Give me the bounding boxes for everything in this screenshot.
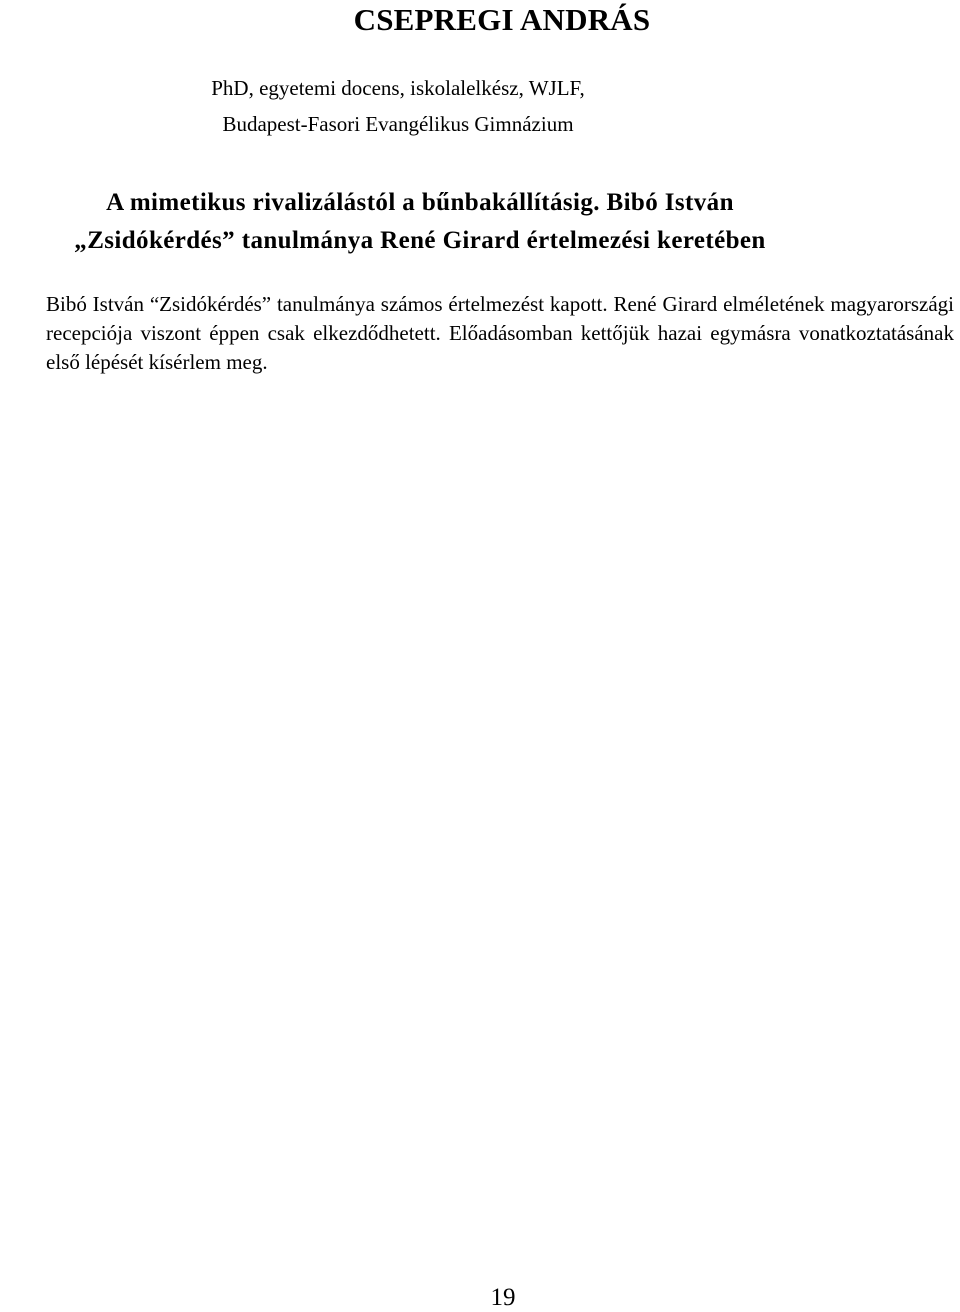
paper-title-line-2: „Zsidókérdés” tanulmánya René Girard értelmezési keretében <box>74 227 766 254</box>
abstract-paragraph: Bibó István “Zsidókérdés” tanulmánya számos értelmezést kapott. René Girard elméletének magyarországi recepciója viszont éppen csak elkezdődhetett. Előadásomban kettőjük hazai egymásra vonatkoztatásának első lépését kísérlem meg. <box>46 292 954 374</box>
author-affiliation-line-2: Budapest-Fasori Evangélikus Gimnázium <box>222 112 574 136</box>
author-name: CSEPREGI ANDRÁS <box>353 2 651 37</box>
author-affiliation-line-1: PhD, egyetemi docens, iskolalelkész, WJLF, <box>211 76 585 100</box>
paper-title-line-1: A mimetikus rivalizálástól a bűnbakállításig. Bibó István <box>106 189 734 216</box>
page-number: 19 <box>490 1284 516 1311</box>
